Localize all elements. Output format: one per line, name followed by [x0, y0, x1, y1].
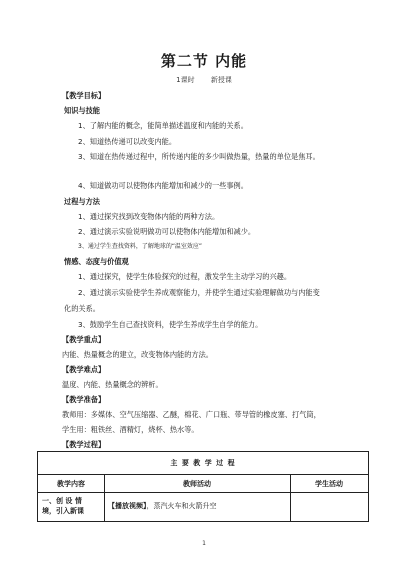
emotion-item-2-cont: 化的关系。	[64, 304, 100, 313]
column-divider	[290, 475, 291, 521]
difficulty-heading: 【教学难点】	[62, 365, 106, 374]
process-heading: 过程与方法	[64, 197, 100, 206]
column-divider	[104, 475, 105, 521]
emotion-item-1: 1、通过探究，使学生体验探究的过程，激发学生主动学习的兴趣。	[78, 272, 292, 281]
prep-teacher: 教师用：多媒体、空气压缩器、乙醚，棉花、广口瓶、带导管的橡皮塞、打气筒，	[62, 410, 321, 419]
knowledge-heading: 知识与技能	[64, 106, 100, 115]
row1-content	[42, 496, 102, 516]
lesson-type: 新授课	[210, 76, 232, 84]
knowledge-item-1: 1、了解内能的概念，能简单描述温度和内能的关系。	[78, 121, 248, 130]
row1-teacher-text: ，蒸汽火车和火箭升空	[146, 502, 217, 510]
knowledge-item-2: 2、知道热传递可以改变内能。	[78, 137, 177, 146]
emotion-item-3: 3、鼓励学生自己查找资料，使学生养成学生自学的能力。	[78, 320, 263, 329]
prep-student: 学生用：粗铁丝、酒精灯，烧杯、热水等。	[62, 425, 199, 434]
table-title: 主 要 教 学 过 程	[170, 459, 236, 467]
objectives-heading: 【教学目标】	[62, 91, 106, 100]
header-student: 学生活动	[315, 480, 343, 488]
key-heading: 【教学重点】	[62, 335, 106, 344]
row1-teacher-tag: 【播放视频】	[108, 502, 147, 510]
process-item-2: 2、通过演示实验说明做功可以使物体内能增加和减少。	[78, 227, 256, 236]
page-number: 1	[202, 540, 206, 547]
row1-content-line1: 一、创 设 情	[42, 497, 82, 505]
process-item-1: 1、通过探究找到改变物体内能的两种方法。	[78, 212, 220, 221]
knowledge-item-4: 4、知道做功可以使物体内能增加和减少的一些事例。	[78, 181, 248, 190]
difficulty-text: 温度、内能、热量概念的辨析。	[62, 380, 163, 389]
table-header-row	[38, 475, 368, 493]
process-table-heading: 【教学过程】	[62, 440, 106, 449]
key-text: 内能、热量概念的建立，改变物体内能的方法。	[62, 350, 213, 359]
table-row	[38, 493, 368, 521]
header-teacher: 教师活动	[183, 480, 211, 488]
lesson-hours: 1课时	[176, 76, 195, 84]
teaching-process-table	[37, 451, 369, 522]
header-content: 教学内容	[57, 480, 85, 488]
table-title-row	[38, 452, 368, 475]
knowledge-item-3: 3、知道在热传递过程中，所传递内能的多少叫做热量，热量的单位是焦耳。	[78, 152, 320, 161]
process-item-3: 3、通过学生查找资料，了解地球的“温室效应”	[78, 243, 203, 250]
emotion-heading: 情感、态度与价值观	[64, 257, 129, 266]
prep-heading: 【教学准备】	[62, 395, 106, 404]
row1-teacher	[108, 501, 288, 511]
lesson-info	[0, 75, 408, 85]
page-title: 第二节 内能	[160, 52, 248, 70]
row1-content-line2: 境，引入新课	[42, 507, 84, 515]
emotion-item-2: 2、通过演示实验使学生养成观察能力，并使学生通过实验理解做功与内能变	[78, 288, 320, 297]
